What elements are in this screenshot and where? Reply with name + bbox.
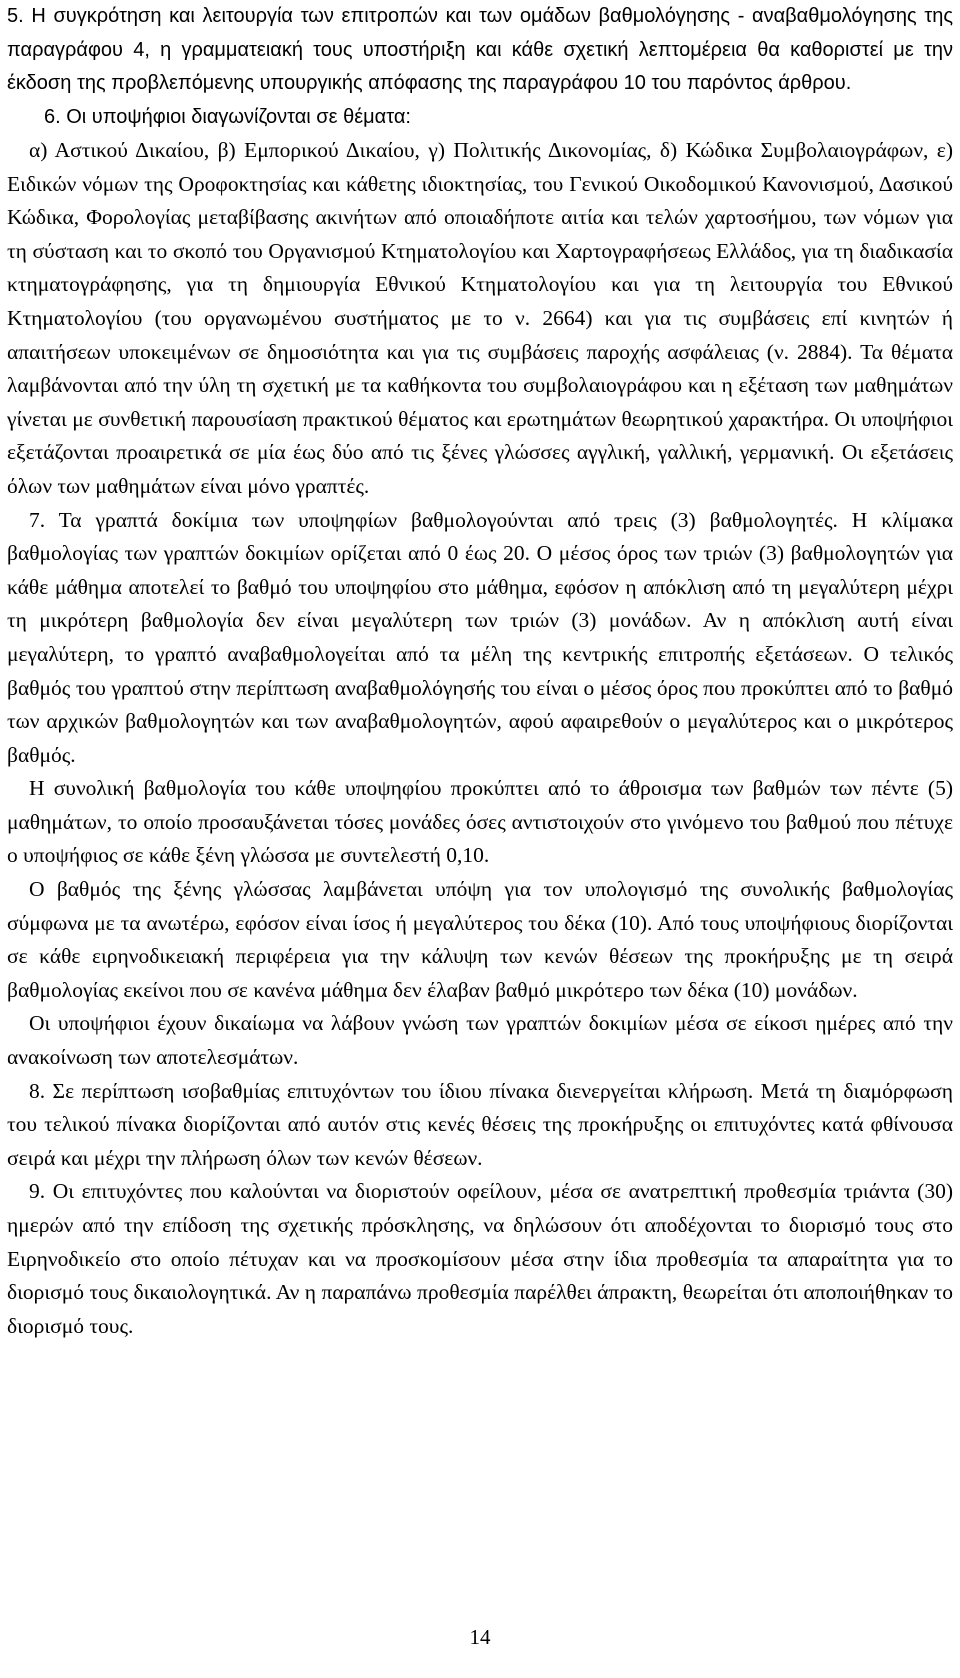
page-number: 14 (469, 1625, 491, 1649)
document-page (7, 0, 953, 1343)
paragraph-5: 5. Η συγκρότηση και λειτουργία των επιτροπών και των ομάδων βαθμολόγησης - αναβαθμολόγησης της παραγράφου 4, η γραμματειακή τους υποστήριξη και κάθε σχετική λεπτομέρεια θα καθοριστεί με την έκδοση της προβλεπόμενης υπουργικής απόφασης της παραγράφου 10 του παρόντος άρθρου. (7, 5, 953, 94)
paragraph-6-subjects: α) Αστικού Δικαίου, β) Εμπορικού Δικαίου, γ) Πολιτικής Δικονομίας, δ) Κώδικα Συμβολαιογράφων, ε) Ειδικών νόμων της Οροφοκτησίας και κάθετης ιδιοκτησίας, του Γενικού Οικοδομικού Κανονισμού, Δασικού Κώδικα, Φορολογίας μεταβίβασης ακινήτων από οποιαδήποτε αιτία και τελών χαρτοσήμου, των νόμων για τη σύσταση και το σκοπό του Οργανισμού Κτηματολογίου και Χαρτογραφήσεως Ελλάδος, για τη διαδικασία κτηματογράφησης, για τη δημιουργία Εθνικού Κτηματολογίου και για τη λειτουργία του Εθνικού Κτηματολογίου (του οργανωμένου συστήματος με το ν. 2664) και για τις συμβάσεις επί κινητών ή απαιτήσεων υποκειμένων σε δημοσιότητα και για τις συμβάσεις παροχής ασφάλειας (ν. 2884). Τα θέματα λαμβάνονται από την ύλη τη σχετική με τα καθήκοντα του συμβολαιογράφου και η εξέταση των μαθημάτων γίνεται με συνθετική παρουσίαση πρακτικού θέματος και ερωτημάτων θεωρητικού χαρακτήρα. Οι υποψήφιοι εξετάζονται προαιρετικά σε μία έως δύο από τις ξένες γλώσσες αγγλική, γαλλική, γερμανική. Οι εξετάσεις όλων των μαθημάτων είναι μόνο γραπτές. (7, 138, 953, 498)
serif-text-block (7, 134, 953, 1343)
paragraph-foreign-language: Ο βαθμός της ξένης γλώσσας λαμβάνεται υπόψη για τον υπολογισμό της συνολικής βαθμολογίας σύμφωνα με τα ανωτέρω, εφόσον είναι ίσος ή μεγαλύτερος του δέκα (10). Από τους υποψήφιους διορίζονται σε κάθε ειρηνοδικειακή περιφέρεια για την κάλυψη των κενών θέσεων της προκήρυξης με τη σειρά βαθμολογίας εκείνοι που σε κανένα μάθημα δεν έλαβαν βαθμό μικρότερο των δέκα (10) μονάδων. (7, 877, 953, 1002)
paragraph-6-intro: 6. Οι υποψήφιοι διαγωνίζονται σε θέματα: (44, 105, 411, 128)
paragraph-total-score: Η συνολική βαθμολογία του κάθε υποψηφίου προκύπτει από το άθροισμα των βαθμών των πέντε (5) μαθημάτων, το οποίο προσαυξάνεται τόσες μονάδες όσες αντιστοιχούν στο γινόμενο του βαθμού που πέτυχε ο υποψήφιος σε κάθε ξένη γλώσσα με συντελεστή 0,10. (7, 776, 953, 868)
paragraph-8: 8. Σε περίπτωση ισοβαθμίας επιτυχόντων του ίδιου πίνακα διενεργείται κλήρωση. Μετά τη διαμόρφωση του τελικού πίνακα διορίζονται από αυτόν στις κενές θέσεις της προκήρυξης οι επιτυχόντες κατά φθίνουσα σειρά και μέχρι την πλήρωση όλων των κενών θέσεων. (7, 1078, 953, 1170)
sans-text-block (7, 0, 953, 134)
paragraph-7: 7. Τα γραπτά δοκίμια των υποψηφίων βαθμολογούνται από τρεις (3) βαθμολογητές. Η κλίμακα βαθμολογίας των γραπτών δοκιμίων ορίζεται από 0 έως 20. Ο μέσος όρος των τριών (3) βαθμολογητών για κάθε μάθημα αποτελεί το βαθμό του υποψηφίου στο μάθημα, εφόσον η απόκλιση από τη μεγαλύτερη μέχρι τη μικρότερη βαθμολογία δεν είναι μεγαλύτερη των τριών (3) μονάδων. Αν η απόκλιση αυτή είναι μεγαλύτερη, το γραπτό αναβαθμολογείται από τα μέλη της κεντρικής επιτροπής εξετάσεων. Ο τελικός βαθμός του γραπτού στην περίπτωση αναβαθμολόγησής του είναι ο μέσος όρος που προκύπτει από το βαθμό των αρχικών βαθμολογητών και των αναβαθμολογητών, αφού αφαιρεθούν ο μεγαλύτερος και ο μικρότερος βαθμός. (7, 507, 953, 767)
paragraph-9: 9. Οι επιτυχόντες που καλούνται να διοριστούν οφείλουν, μέσα σε ανατρεπτική προθεσμία τριάντα (30) ημερών από την επίδοση της σχετικής πρόσκλησης, να δηλώσουν ότι αποδέχονται το διορισμό τους στο Ειρηνοδικείο στο οποίο πέτυχαν και να προσκομίσουν μέσα στην ίδια προθεσμία τα απαραίτητα για το διορισμό τους δικαιολογητικά. Αν η παραπάνω προθεσμία παρέλθει άπρακτη, θεωρείται ότι αποποιήθηκαν το διορισμό τους. (7, 1179, 953, 1338)
paragraph-review-rights: Οι υποψήφιοι έχουν δικαίωμα να λάβουν γνώση των γραπτών δοκιμίων μέσα σε είκοσι ημέρες από την ανακοίνωση των αποτελεσμάτων. (7, 1011, 953, 1070)
